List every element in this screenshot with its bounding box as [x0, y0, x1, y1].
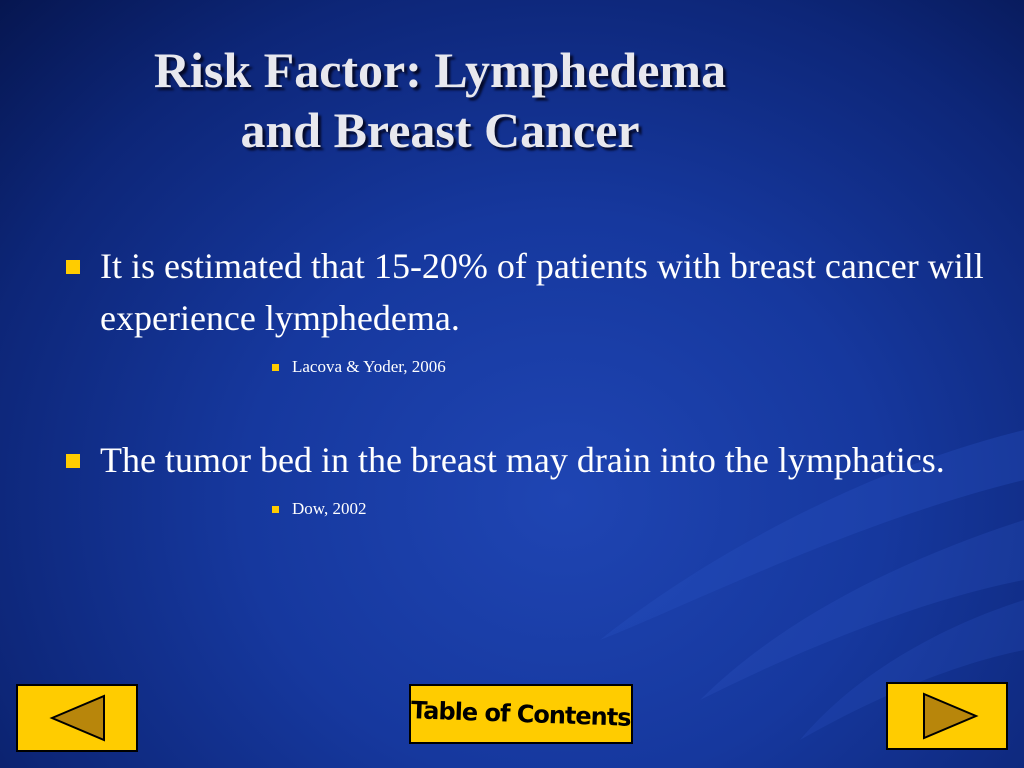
next-slide-button[interactable]	[886, 682, 1008, 750]
bullet-text-2: The tumor bed in the breast may drain into the lymphatics.	[100, 440, 945, 480]
citation-text-2: Dow, 2002	[292, 499, 367, 518]
citation-text-1: Lacova & Yoder, 2006	[292, 357, 446, 376]
toc-label: Table of Contents	[410, 696, 632, 732]
slide-title	[0, 40, 880, 160]
sub-bullet-square-icon	[272, 364, 279, 371]
sub-bullet-square-icon	[272, 506, 279, 513]
title-line-1: Risk Factor: Lymphedema	[153, 42, 727, 98]
bullet-item-1	[60, 240, 990, 344]
bullet-square-icon	[66, 454, 80, 468]
bullet-text-1: It is estimated that 15-20% of patients with breast cancer will experience lymphedema.	[100, 246, 984, 338]
right-triangle-icon	[888, 684, 1006, 748]
citation-1	[272, 356, 990, 378]
previous-slide-button[interactable]	[16, 684, 138, 752]
bullet-item-2	[60, 434, 990, 486]
left-triangle-icon	[18, 686, 136, 750]
bullet-square-icon	[66, 260, 80, 274]
citation-2	[272, 498, 990, 520]
title-line-2: and Breast Cancer	[240, 102, 640, 158]
table-of-contents-button[interactable]	[409, 684, 633, 744]
bullet-list	[60, 240, 990, 520]
